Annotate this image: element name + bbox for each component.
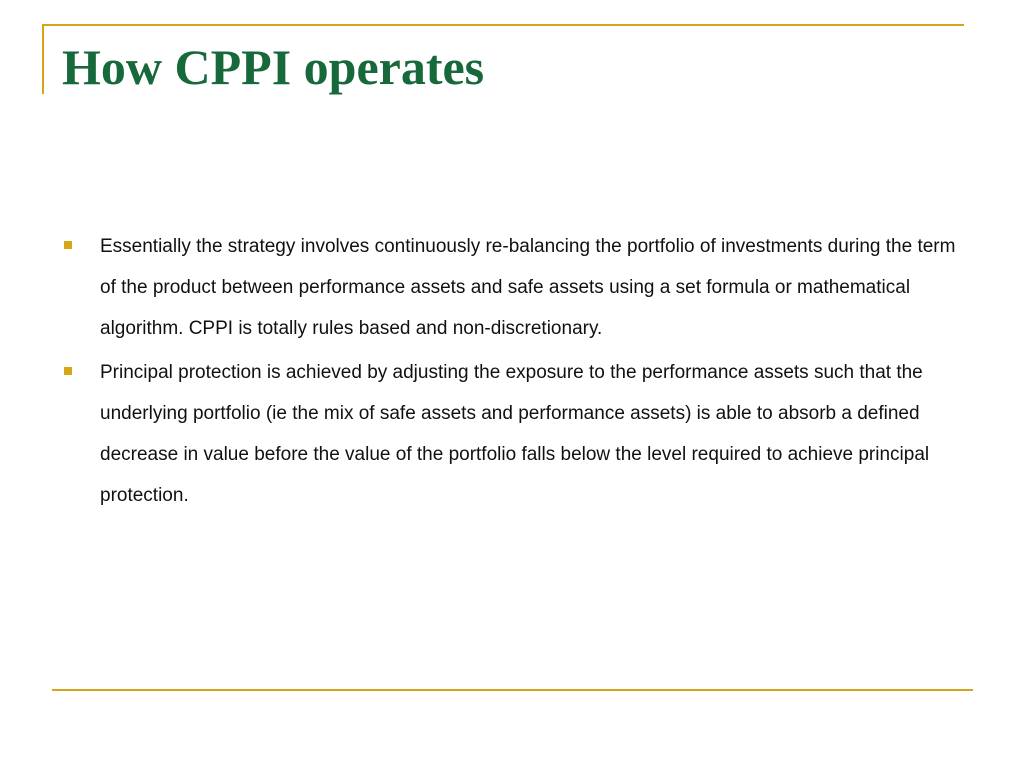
left-rule — [42, 24, 44, 94]
square-bullet-icon — [64, 367, 72, 375]
bullet-item — [62, 226, 962, 349]
slide-title: How CPPI operates — [62, 39, 485, 95]
square-bullet-icon — [64, 241, 72, 249]
bullet-text: Principal protection is achieved by adjusting the exposure to the performance assets such that the underlying portfolio (ie the mix of safe assets and performance assets) is able to absorb a defined decrease in value before the value of the portfolio falls below the level required to achieve principal protection. — [100, 362, 930, 506]
bullet-list — [62, 226, 962, 519]
bottom-rule — [52, 689, 973, 691]
bullet-item — [62, 352, 962, 516]
bullet-text: Essentially the strategy involves continuously re-balancing the portfolio of investments during the term of the product between performance assets and safe assets using a set formula or mathematical algorithm. CPPI is totally rules based and non-discretionary. — [100, 236, 956, 339]
top-rule — [42, 24, 964, 26]
